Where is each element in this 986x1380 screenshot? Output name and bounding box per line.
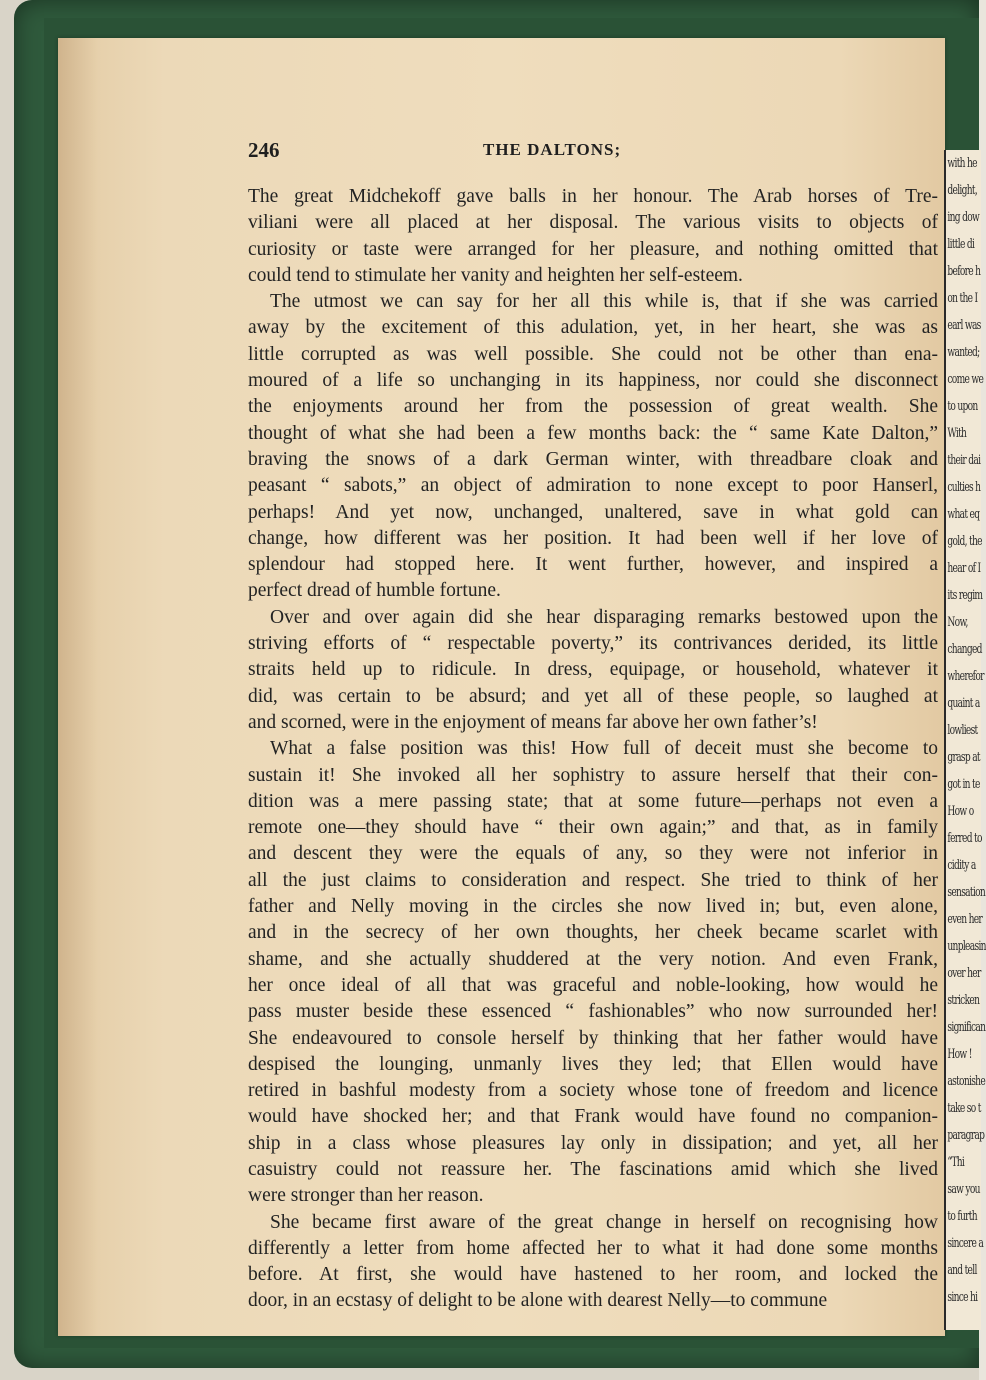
next-page-fragment: gold, the — [947, 534, 982, 549]
text-line: viliani were all placed at her disposal. The various visits to objects of — [248, 212, 938, 234]
next-page-fragment: Now, — [947, 615, 968, 630]
text-line: She became first aware of the great change in herself on recognising how — [270, 1211, 938, 1233]
next-page-fragment: their dai — [947, 453, 981, 468]
running-title: THE DALTONS; — [483, 140, 622, 159]
text-line: peasant “ sabots,” an object of admiration to none except to poor Hanserl, — [248, 475, 938, 497]
next-page-fragment: hear of I — [947, 561, 981, 576]
next-page-fragment: saw you — [947, 1182, 980, 1197]
text-line: despised the lounging, unmanly lives they led; that Ellen would have — [248, 1053, 938, 1075]
text-line: ship in a class whose pleasures lay only in dissipation; and yet, all her — [248, 1132, 938, 1154]
next-page-fragment: since hi — [947, 1290, 978, 1305]
text-line: moured of a life so unchanging in its happiness, nor could she disconnect — [248, 370, 938, 392]
text-line: pass muster beside these essenced “ fashionables” who now surrounded her! — [248, 1001, 938, 1023]
text-line: little corrupted as was well possible. She could not be other than ena- — [248, 343, 938, 365]
text-line: were stronger than her reason. — [248, 1185, 484, 1207]
page-gutter-shadow — [58, 38, 98, 1336]
paragraph — [248, 1210, 938, 1315]
next-page-fragment: what eq — [947, 507, 980, 522]
text-line: dition was a mere passing state; that at some future—perhaps not even a — [248, 790, 938, 812]
text-line: before. At first, she would have hastened to her room, and locked the — [248, 1264, 938, 1286]
next-page-fragment: wanted; — [947, 345, 980, 360]
text-line: perfect dread of humble fortune. — [248, 580, 501, 602]
text-line: and in the secrecy of her own thoughts, her cheek became scarlet with — [248, 922, 938, 944]
text-line: door, in an ecstasy of delight to be alone with dearest Nelly—to commune — [248, 1290, 828, 1312]
next-page-fragment: astonishe — [947, 1074, 986, 1089]
next-page-fragment: quaint a — [947, 696, 980, 711]
next-page-edge — [944, 150, 986, 1330]
page-header — [248, 138, 938, 166]
text-line: sustain it! She invoked all her sophistry to assure herself that their con- — [248, 764, 938, 786]
next-page-fragment: its regim — [947, 588, 983, 603]
next-page-fragment: sensation — [947, 885, 986, 900]
next-page-fragment: With — [947, 426, 967, 441]
text-line: all the just claims to consideration and respect. She tried to think of her — [248, 869, 938, 891]
next-page-fragment: How ! — [947, 1047, 972, 1062]
next-page-fragment: delight, — [947, 183, 978, 198]
text-line: What a false position was this! How full of deceit must she become to — [270, 738, 938, 760]
text-line: perhaps! And yet now, unchanged, unaltered, save in what gold can — [248, 501, 938, 523]
next-page-fragment: sincere a — [947, 1236, 984, 1251]
next-page-fragment: ing dow — [947, 210, 980, 225]
text-line: away by the excitement of this adulation, yet, in her heart, she was as — [248, 317, 938, 339]
paragraph — [248, 289, 938, 605]
text-line: striving efforts of “ respectable poverty,” its contrivances derided, its little — [248, 633, 938, 655]
text-line: would have shocked her; and that Frank would have found no companion- — [248, 1106, 938, 1128]
next-page-fragment: lowliest — [947, 723, 978, 738]
next-page-fragment: with he — [947, 156, 977, 171]
text-line: father and Nelly moving in the circles she now lived in; but, even alone, — [248, 896, 938, 918]
next-page-fragment: paragrap — [947, 1128, 985, 1143]
text-line: shame, and she actually shuddered at the very notion. And even Frank, — [248, 948, 938, 970]
paragraph — [248, 184, 938, 289]
next-page-fragment: to upon — [947, 399, 978, 414]
text-line: straits held up to ridicule. In dress, equipage, or household, whatever it — [248, 659, 938, 681]
paragraph — [248, 605, 938, 736]
paragraph — [248, 736, 938, 1209]
text-line: The great Midchekoff gave balls in her honour. The Arab horses of Tre- — [248, 186, 938, 207]
next-page-fragment: cidity a — [947, 858, 976, 873]
next-page-fragment: and tell — [947, 1263, 977, 1278]
next-page-fragment: over her — [947, 966, 981, 981]
next-page-fragment: significan — [947, 1020, 986, 1035]
next-page-fragment: on the I — [947, 291, 978, 306]
text-line: and scorned, were in the enjoyment of means far above her own father’s! — [248, 711, 818, 733]
body-text — [248, 184, 938, 1315]
text-line: She endeavoured to console herself by thinking that her father would have — [248, 1027, 938, 1049]
text-line: did, was certain to be absurd; and yet all of these people, so laughed at — [248, 685, 938, 707]
text-line: Over and over again did she hear disparaging remarks bestowed upon the — [270, 606, 938, 628]
next-page-fragment: to furth — [947, 1209, 977, 1224]
next-page-fragment: earl was — [947, 318, 981, 333]
next-page-fragment: changed — [947, 642, 982, 657]
next-page-fragment: “Thi — [947, 1155, 965, 1170]
next-page-fragment: grasp at — [947, 750, 980, 765]
text-line: and descent they were the equals of any, so they were not inferior in — [248, 843, 938, 865]
next-page-fragment: unpleasin — [947, 939, 986, 954]
next-page-fragment: How o — [947, 804, 974, 819]
text-line: The utmost we can say for her all this while is, that if she was carried — [270, 291, 938, 313]
next-page-fragment: come we — [947, 372, 984, 387]
next-page-fragment: even her — [947, 912, 983, 927]
text-line: could tend to stimulate her vanity and heighten her self-esteem. — [248, 264, 743, 286]
text-line: differently a letter from home affected her to what it had done some months — [248, 1237, 938, 1259]
text-line: change, how different was her position. It had been well if her love of — [248, 527, 938, 549]
next-page-fragment: stricken — [947, 993, 980, 1008]
text-line: retired in bashful modesty from a society whose tone of freedom and licence — [248, 1080, 938, 1102]
next-page-fragment: culties h — [947, 480, 981, 495]
text-line: remote one—they should have “ their own again;” and that, as in family — [248, 817, 938, 839]
text-line: curiosity or taste were arranged for her pleasure, and nothing omitted that — [248, 238, 938, 260]
next-page-fragment: wherefor — [947, 669, 984, 684]
next-page-fragment: before h — [947, 264, 981, 279]
next-page-fragment: take so t — [947, 1101, 981, 1116]
text-line: the enjoyments around her from the possession of great wealth. She — [248, 396, 938, 418]
text-line: thought of what she had been a few months back: the “ same Kate Dalton,” — [248, 422, 938, 444]
next-page-fragment: ferred to — [947, 831, 982, 846]
text-line: braving the snows of a dark German winter, with threadbare cloak and — [248, 448, 938, 470]
text-line: splendour had stopped here. It went further, however, and inspired a — [248, 554, 938, 576]
next-page-fragment: got in te — [947, 777, 980, 792]
next-page-fragment: little di — [947, 237, 975, 252]
text-line: her once ideal of all that was graceful and noble-looking, how would he — [248, 974, 938, 996]
page-number: 246 — [248, 138, 280, 162]
text-line: casuistry could not reassure her. The fascinations amid which she lived — [248, 1158, 938, 1180]
